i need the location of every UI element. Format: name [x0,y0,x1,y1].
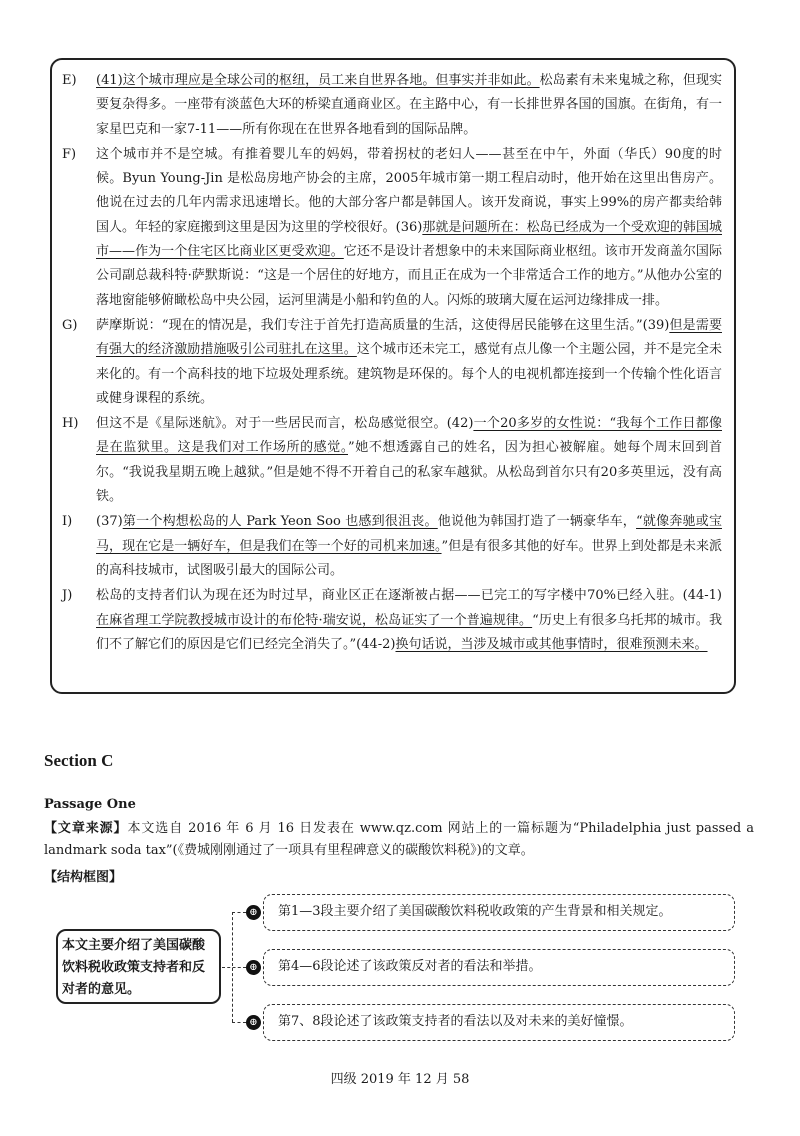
underlined-text: 那就是问题所在：松岛已经成为一个受欢迎的韩国城市——作为一个住宅区比商业区更受欢迎。 [96,219,722,260]
paragraph-text [96,143,722,313]
connector-top [232,912,246,913]
paragraph-text [96,314,722,411]
paragraph [62,584,722,657]
text-segment: 这个城市并不是空城。有推着婴儿车的妈妈，带着拐杖的老妇人——甚至在中午，外面（华氏）90度的时候。Byun Young-Jin 是松岛房地产协会的主席，2005年城市第一期工程启动时，他开始在这里出售房产。他说在过去的几年内需求迅速增长。他的大部分客户都是韩国人。该开发商说，事实上99%的房产都卖给韩国人。年轻的家庭搬到这里是因为这里的学校很好。(36) [96,146,722,235]
paragraph-text [96,510,722,583]
underlined-text: 换句话说，当涉及城市或其他事情时，很难预测未来。 [395,636,708,652]
text-segment: 它还不是设计者想象中的未来国际商业枢纽。该市开发商盖尔国际公司副总裁科特·萨默斯说：“这是一个居住的好地方，而且正在成为一个非常适合工作的地方。”从他办公室的落地窗能够俯瞰松岛中央公园，运河里满是小船和钓鱼的人。闪烁的玻璃大厦在运河边缘排成一排。 [96,244,722,308]
text-segment: 萨摩斯说：“现在的情况是，我们专注于首先打造高质量的生活，这使得居民能够在这里生活。”(39) [96,317,670,333]
paragraph [62,412,722,509]
text-segment: 松岛的支持者们认为现在还为时过早，商业区正在逐渐被占据——已完工的写字楼中70%已经入驻。(44-1) [96,588,722,604]
paragraph-label: J) [62,588,73,604]
paragraph [62,314,722,411]
passage-title: Passage One [44,797,136,812]
underlined-text: 第一个构想松岛的人 Park Yeon Soo 也感到很沮丧。 [122,514,438,530]
text-segment: 这个城市还未完工，感觉有点儿像一个主题公园，并不是完全未来化的。有一个高科技的地下垃圾处理系统。建筑物是环保的。每个人的电视机都连接到一个传输个性化语言或健身课程的系统。 [96,342,722,406]
source-label: 【文章来源】 [44,821,128,836]
paragraph-label: E) [62,73,77,88]
connector-bottom [232,1022,246,1023]
source-text: 本文选自 2016 年 6 月 16 日发表在 www.qz.com 网站上的一篇标题为“Philadelphia just passed a landmark soda tax”(《费城刚刚通过了一项具有里程碑意义的碳酸饮料税》)的文章。 [44,821,754,858]
structure-point-3: 第7、8段论述了该政策支持者的看法以及对未来的美好憧憬。 [263,1004,735,1041]
structure-summary: 本文主要介绍了美国碳酸饮料税收政策支持者和反对者的意见。 [56,929,221,1004]
text-segment: 松岛素有未来鬼城之称，但现实要复杂得多。一座带有淡蓝色大环的桥梁直通商业区。在主路中心，有一长排世界各国的国旗。在街角，有一家星巴克和一家7-11——所有你现在在世界各地看到的国际品牌。 [96,73,722,137]
structure-point-2: 第4—6段论述了该政策反对者的看法和举措。 [263,949,735,986]
paragraph [62,69,722,142]
paragraph-text [96,69,722,142]
bullet-icon: ⊕ [246,905,261,920]
paragraph-text [96,584,722,657]
text-segment: “历史上有很多乌托邦的城市。我们不了解它们的原因是它们已经完全消失了。”(44-2) [96,612,722,652]
paragraph-label: F) [62,146,77,162]
bullet-icon: ⊕ [246,1015,261,1030]
connector-middle [222,967,246,968]
article-source [44,818,754,862]
text-segment: 但这不是《星际迷航》。对于一些居民而言，松岛感觉很空。(42) [96,416,474,432]
underlined-text: 在麻省理工学院教授城市设计的布伦特·瑞安说，松岛证实了一个普遍规律。 [96,612,533,628]
structure-point-1: 第1—3段主要介绍了美国碳酸饮料税收政策的产生背景和相关规定。 [263,894,735,931]
page-footer: 四级 2019 年 12 月 58 [330,1072,470,1087]
paragraph-label: G) [62,317,78,333]
paragraph-label: I) [62,514,73,530]
text-segment: ”她不想透露自己的姓名，因为担心被解雇。她每个周末回到首尔。“我说我星期五晚上越狱。”但是她不得不开着自己的私家车越狱。从松岛到首尔只有20多英里远，没有高铁。 [96,440,722,505]
underlined-text: 但是需要有强大的经济激励措施吸引公司驻扎在这里。 [96,317,722,358]
paragraph-label: H) [62,416,79,432]
bullet-icon: ⊕ [246,960,261,975]
underlined-text: 一个20多岁的女性说：“我每个工作日都像是在监狱里。这是我们对工作场所的感觉。 [96,416,722,456]
underlined-text: (41)这个城市理应是全球公司的枢纽，员工来自世界各地。但事实并非如此。 [96,73,540,88]
passage-box [50,58,736,694]
structure-label: 【结构框图】 [44,870,123,885]
paragraph [62,143,722,313]
text-segment: 他说他为韩国打造了一辆豪华车， [437,514,637,530]
paragraph [62,510,722,583]
underlined-text: “就像奔驰或宝马，现在它是一辆好车，但是我们在等一个好的司机来加速。 [96,514,722,554]
paragraph-text [96,412,722,509]
text-segment: ”但是有很多其他的好车。世界上到处都是未来派的高科技城市，试图吸引最大的国际公司。 [96,538,722,578]
text-segment: (37) [96,514,123,530]
section-title: Section C [44,751,114,770]
